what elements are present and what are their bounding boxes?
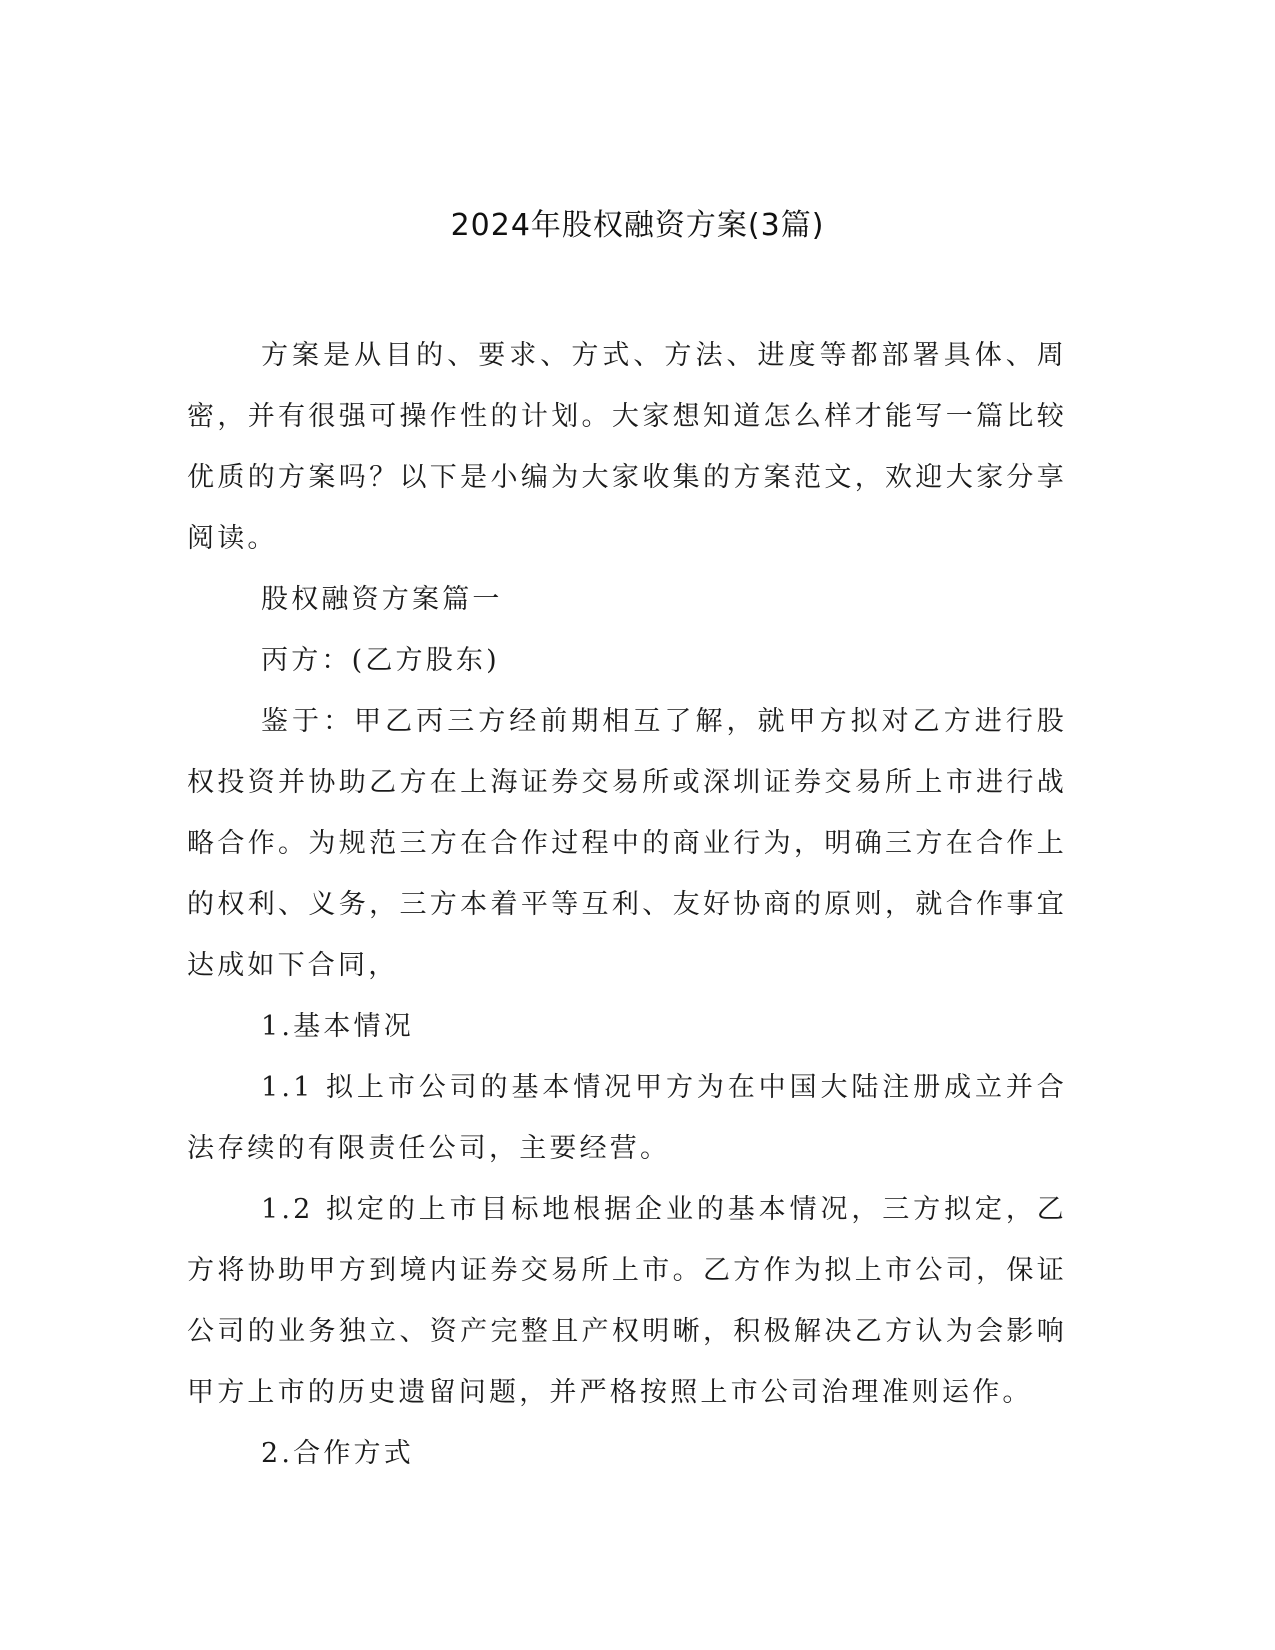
party-c-line: 丙方：(乙方股东) bbox=[261, 645, 500, 676]
section-heading-cooperation: 2.合作方式 bbox=[261, 1438, 414, 1469]
document-title: 2024年股权融资方案(3篇) bbox=[450, 208, 825, 243]
intro-paragraph: 方案是从目的、要求、方式、方法、进度等都部署具体、周密，并有很强可操作性的计划。大家想知道怎么样才能写一篇比较优质的方案吗？以下是小编为大家收集的方案范文，欢迎大家分享阅读。 bbox=[187, 340, 1067, 554]
clause-1-2: 1.2 拟定的上市目标地根据企业的基本情况，三方拟定，乙方将协助甲方到境内证券交易所上市。乙方作为拟上市公司，保证公司的业务独立、资产完整且产权明晰，积极解决乙方认为会影响甲方上市的历史遗留问题，并严格按照上市公司治理准则运作。 bbox=[187, 1194, 1067, 1408]
section-heading-basic-info: 1.基本情况 bbox=[261, 1011, 414, 1042]
clause-1-1: 1.1 拟上市公司的基本情况甲方为在中国大陆注册成立并合法存续的有限责任公司，主要经营。 bbox=[187, 1072, 1067, 1164]
whereas-paragraph: 鉴于：甲乙丙三方经前期相互了解，就甲方拟对乙方进行股权投资并协助乙方在上海证券交易所或深圳证券交易所上市进行战略合作。为规范三方在合作过程中的商业行为，明确三方在合作上的权利、义务，三方本着平等互利、友好协商的原则，就合作事宜达成如下合同， bbox=[187, 706, 1067, 981]
section-heading-part-one: 股权融资方案篇一 bbox=[261, 584, 503, 615]
document-body bbox=[187, 325, 1067, 1484]
